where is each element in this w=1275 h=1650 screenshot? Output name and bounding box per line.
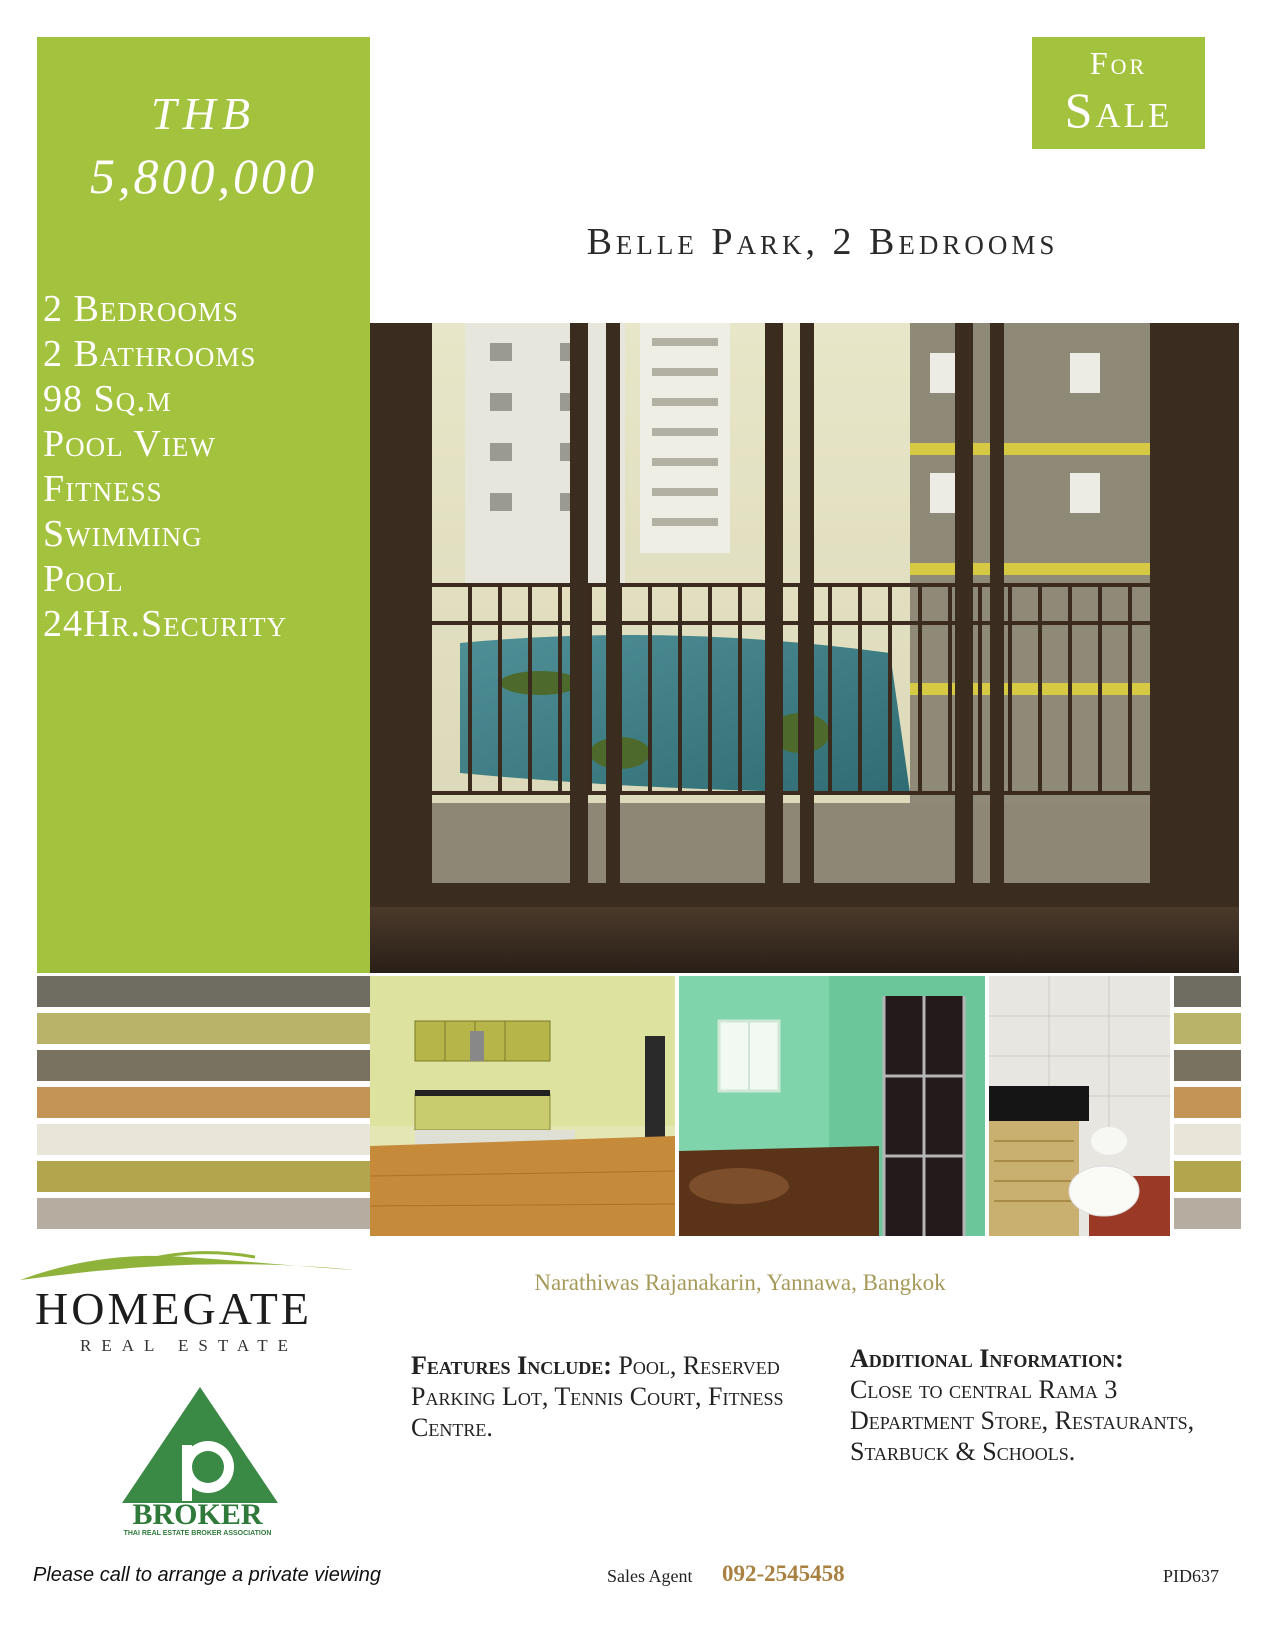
- badge-for-text: For: [1089, 45, 1148, 81]
- spec-item: 2 Bedrooms: [43, 288, 239, 330]
- balcony-view-image: [370, 323, 1239, 973]
- color-stripe: [1174, 1050, 1241, 1081]
- spec-list: [43, 287, 287, 647]
- homegate-name: HOMEGATE: [35, 1283, 312, 1334]
- price-amount: 5,800,000: [90, 148, 317, 204]
- color-stripe: [37, 1013, 370, 1044]
- spec-item: Swimming: [43, 513, 203, 555]
- property-id: PID637: [1163, 1566, 1220, 1586]
- color-stripe: [37, 1087, 370, 1118]
- color-stripe: [1174, 1161, 1241, 1192]
- additional-label: Additional Information:: [850, 1344, 1124, 1373]
- bedroom-photo: [679, 976, 985, 1236]
- features-block: [411, 1350, 831, 1443]
- color-stripe: [37, 1124, 370, 1155]
- color-stripe: [1174, 976, 1241, 1007]
- spec-item: Pool: [43, 558, 124, 600]
- spec-item: 2 Bathrooms: [43, 333, 257, 375]
- badge-sale-text: Sale: [1064, 82, 1173, 138]
- additional-info-block: [850, 1343, 1240, 1467]
- location-text: Narathiwas Rajanakarin, Yannawa, Bangkok: [534, 1270, 946, 1295]
- homegate-subtitle: REAL ESTATE: [80, 1336, 299, 1355]
- color-stripe: [1174, 1013, 1241, 1044]
- price-panel: [37, 37, 370, 973]
- spec-item: Fitness: [43, 468, 163, 510]
- spec-item: 98 Sq.m: [43, 378, 172, 420]
- color-stripe: [1174, 1087, 1241, 1118]
- main-photo: [370, 323, 1239, 973]
- features-label: Features Include:: [411, 1351, 612, 1380]
- price-currency: THB: [151, 88, 256, 139]
- sales-agent-label: Sales Agent: [607, 1566, 693, 1586]
- broker-name: BROKER: [132, 1498, 263, 1531]
- footer-call-text: Please call to arrange a private viewing: [33, 1564, 381, 1586]
- sales-agent-phone[interactable]: 092-2545458: [722, 1561, 845, 1586]
- broker-logo: [120, 1385, 280, 1505]
- color-stripes-right: [1174, 976, 1241, 1235]
- for-sale-badge: [1032, 37, 1205, 149]
- spec-item: Pool View: [43, 423, 216, 465]
- color-stripe: [37, 976, 370, 1007]
- kitchen-photo: [370, 976, 675, 1236]
- color-stripes-left: [37, 976, 370, 1235]
- listing-title: Belle Park, 2 Bedrooms: [586, 221, 1059, 263]
- color-stripe: [37, 1198, 370, 1229]
- color-stripe: [37, 1050, 370, 1081]
- color-stripe: [1174, 1124, 1241, 1155]
- spec-item: 24Hr.Security: [43, 603, 288, 645]
- features-text: Pool, Reserved Parking Lot, Tennis Court, Fitness Centre.: [411, 1351, 784, 1442]
- additional-text: Close to central Rama 3 Department Store, Restaurants, Starbuck & Schools.: [850, 1375, 1195, 1466]
- broker-association: THAI REAL ESTATE BROKER ASSOCIATION: [123, 1530, 272, 1537]
- color-stripe: [1174, 1198, 1241, 1229]
- bathroom-photo: [989, 976, 1170, 1236]
- color-stripe: [37, 1161, 370, 1192]
